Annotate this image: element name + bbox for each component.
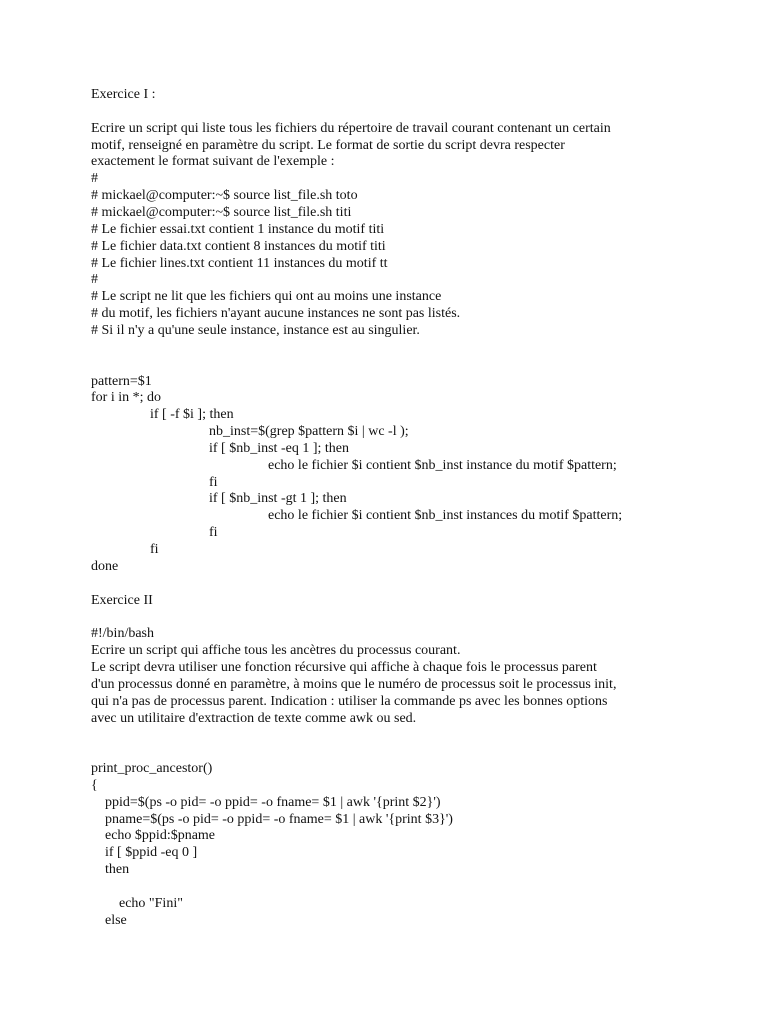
- document-line: {: [91, 777, 98, 793]
- document-line: fi: [209, 474, 218, 490]
- document-line: echo le fichier $i contient $nb_inst instances du motif $pattern;: [268, 508, 623, 524]
- document-line: echo $ppid:$pname: [91, 828, 216, 844]
- document-line: echo "Fini": [91, 895, 183, 911]
- document-line: #!/bin/bash: [91, 626, 154, 642]
- document-line: print_proc_ancestor(): [91, 761, 213, 776]
- document-line: # Le fichier lines.txt contient 11 instances du motif tt: [91, 255, 388, 271]
- document-line: if [ $nb_inst -eq 1 ]; then: [209, 440, 349, 456]
- document-line: qui n'a pas de processus parent. Indication : utiliser la commande ps avec les bonnes options: [91, 693, 608, 709]
- document-line: # mickael@computer:~$ source list_file.sh titi: [91, 205, 352, 220]
- document-line: avec un utilitaire d'extraction de texte comme awk ou sed.: [91, 710, 417, 726]
- document-line: motif, renseigné en paramètre du script. Le format de sortie du script devra respecter: [91, 137, 565, 153]
- document-line: else: [91, 912, 127, 928]
- document-line: echo le fichier $i contient $nb_inst instance du motif $pattern;: [268, 457, 617, 473]
- document-line: # Le fichier data.txt contient 8 instances du motif titi: [91, 238, 386, 254]
- document-line: # du motif, les fichiers n'ayant aucune instances ne sont pas listés.: [91, 306, 461, 322]
- document-line: done: [91, 558, 119, 574]
- document-line: for i in *; do: [91, 390, 161, 406]
- document-line: Le script devra utiliser une fonction récursive qui affiche à chaque fois le processus parent: [91, 659, 597, 675]
- document-line: nb_inst=$(grep $pattern $i | wc -l );: [209, 424, 409, 439]
- document-line: # Si il n'y a qu'une seule instance, instance est au singulier.: [91, 322, 420, 338]
- document-line: #: [91, 171, 98, 187]
- document-line: if [ $nb_inst -gt 1 ]; then: [209, 491, 347, 507]
- document-line: # Le fichier essai.txt contient 1 instance du motif titi: [91, 221, 385, 237]
- document-line: ppid=$(ps -o pid= -o ppid= -o fname= $1 | awk '{print $2}'): [91, 794, 441, 810]
- document-line: # mickael@computer:~$ source list_file.sh toto: [91, 188, 358, 204]
- document-line: pattern=$1: [91, 373, 152, 389]
- document-line: #: [91, 272, 98, 288]
- document-line: Ecrire un script qui affiche tous les ancètres du processus courant.: [91, 643, 461, 659]
- document-line: d'un processus donné en paramètre, à moins que le numéro de processus soit le processus init,: [91, 676, 617, 692]
- document-line: Ecrire un script qui liste tous les fichiers du répertoire de travail courant contenant un certain: [91, 120, 611, 136]
- document-line: exactement le format suivant de l'exemple :: [91, 154, 335, 170]
- document-line: then: [91, 862, 130, 878]
- document-line: fi: [209, 525, 218, 541]
- document-line: Exercice II: [91, 592, 153, 608]
- document-line: fi: [150, 542, 159, 557]
- document-line: if [ $ppid -eq 0 ]: [91, 845, 198, 861]
- document-line: Exercice I :: [91, 87, 156, 102]
- document-line: if [ -f $i ]; then: [150, 407, 234, 423]
- document-line: pname=$(ps -o pid= -o ppid= -o fname= $1 | awk '{print $3}'): [91, 811, 453, 827]
- document-line: # Le script ne lit que les fichiers qui ont au moins une instance: [91, 289, 442, 305]
